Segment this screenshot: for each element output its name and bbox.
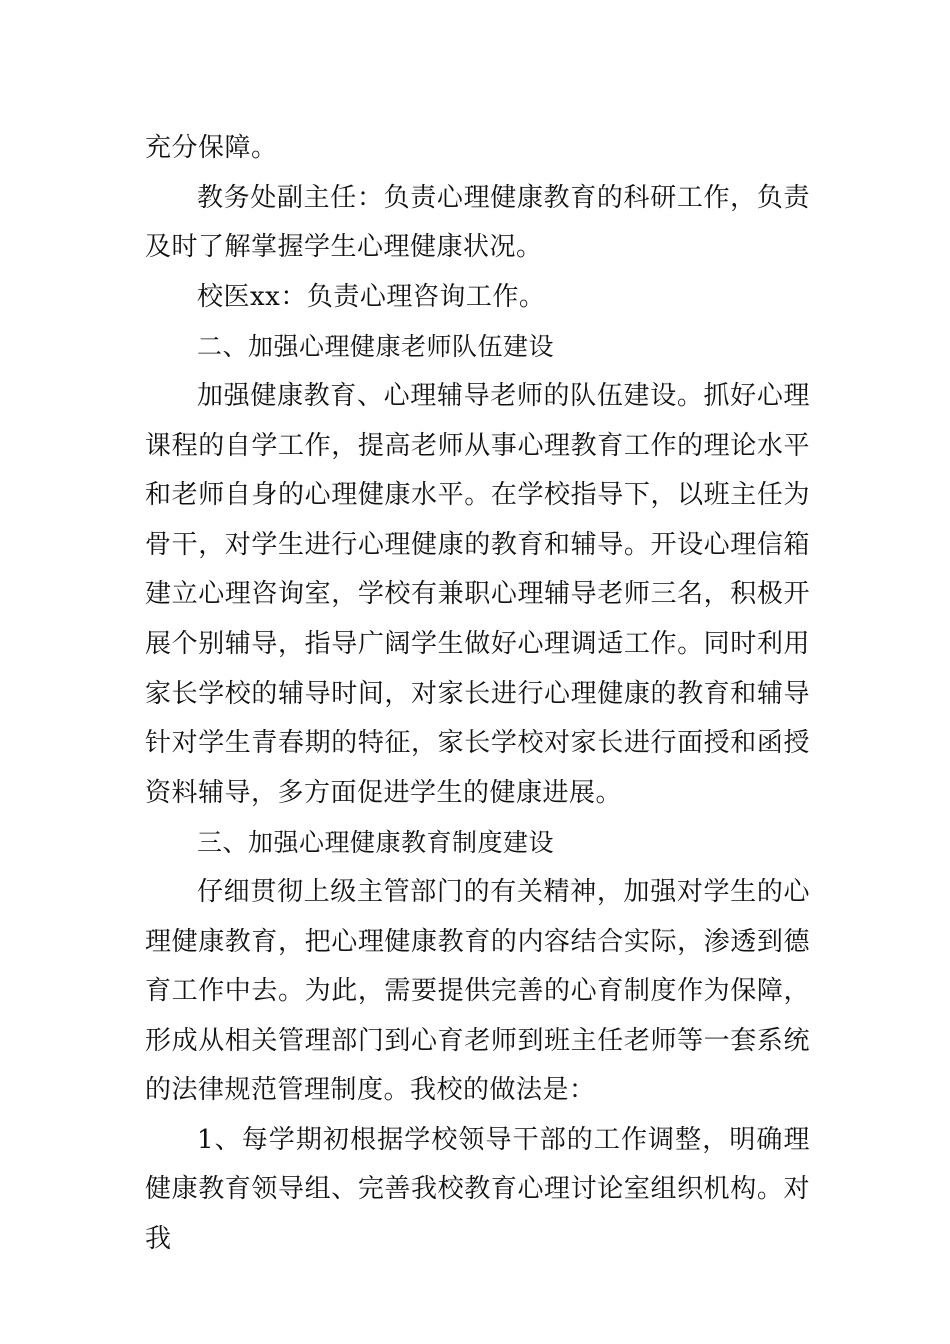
paragraph-1: 充分保障。 bbox=[145, 133, 278, 163]
section-heading-2: 二、加强心理健康老师队伍建设 bbox=[197, 332, 555, 362]
paragraph-5: 加强健康教育、心理辅导老师的队伍建设。抓好心理课程的自学工作，提高老师从事心理教育工作的理论水平和老师自身的心理健康水平。在学校指导下，以班主任为骨干，对学生进行心理健康的教育和辅导。开设心理信箱建立心理咨询室，学校有兼职心理辅导老师三名，积极开展个别辅导，指导广阔学生做好心理调适工作。同时利用家长学校的辅导时间，对家长进行心理健康的教育和辅导针对学生青春期的特征，家长学校对家长进行面授和函授资料辅导，多方面促进学生的健康进展。 bbox=[145, 380, 810, 808]
paragraph-7: 仔细贯彻上级主管部门的有关精神，加强对学生的心理健康教育，把心理健康教育的内容结合实际，渗透到德育工作中去。为此，需要提供完善的心育制度作为保障，形成从相关管理部门到心育老师到班主任老师等一套系统的法律规范管理制度。我校的做法是： bbox=[145, 876, 810, 1106]
paragraph-2: 教务处副主任：负责心理健康教育的科研工作，负责及时了解掌握学生心理健康状况。 bbox=[145, 182, 810, 263]
section-heading-3: 三、加强心理健康教育制度建设 bbox=[197, 828, 555, 858]
paragraph-3: 校医xx：负责心理咨询工作。 bbox=[197, 281, 546, 312]
document-body bbox=[145, 124, 810, 1265]
paragraph-8: 1、每学期初根据学校领导干部的工作调整，明确理健康教育领导组、完善我校教育心理讨论室组织机构。对我 bbox=[145, 1124, 810, 1255]
